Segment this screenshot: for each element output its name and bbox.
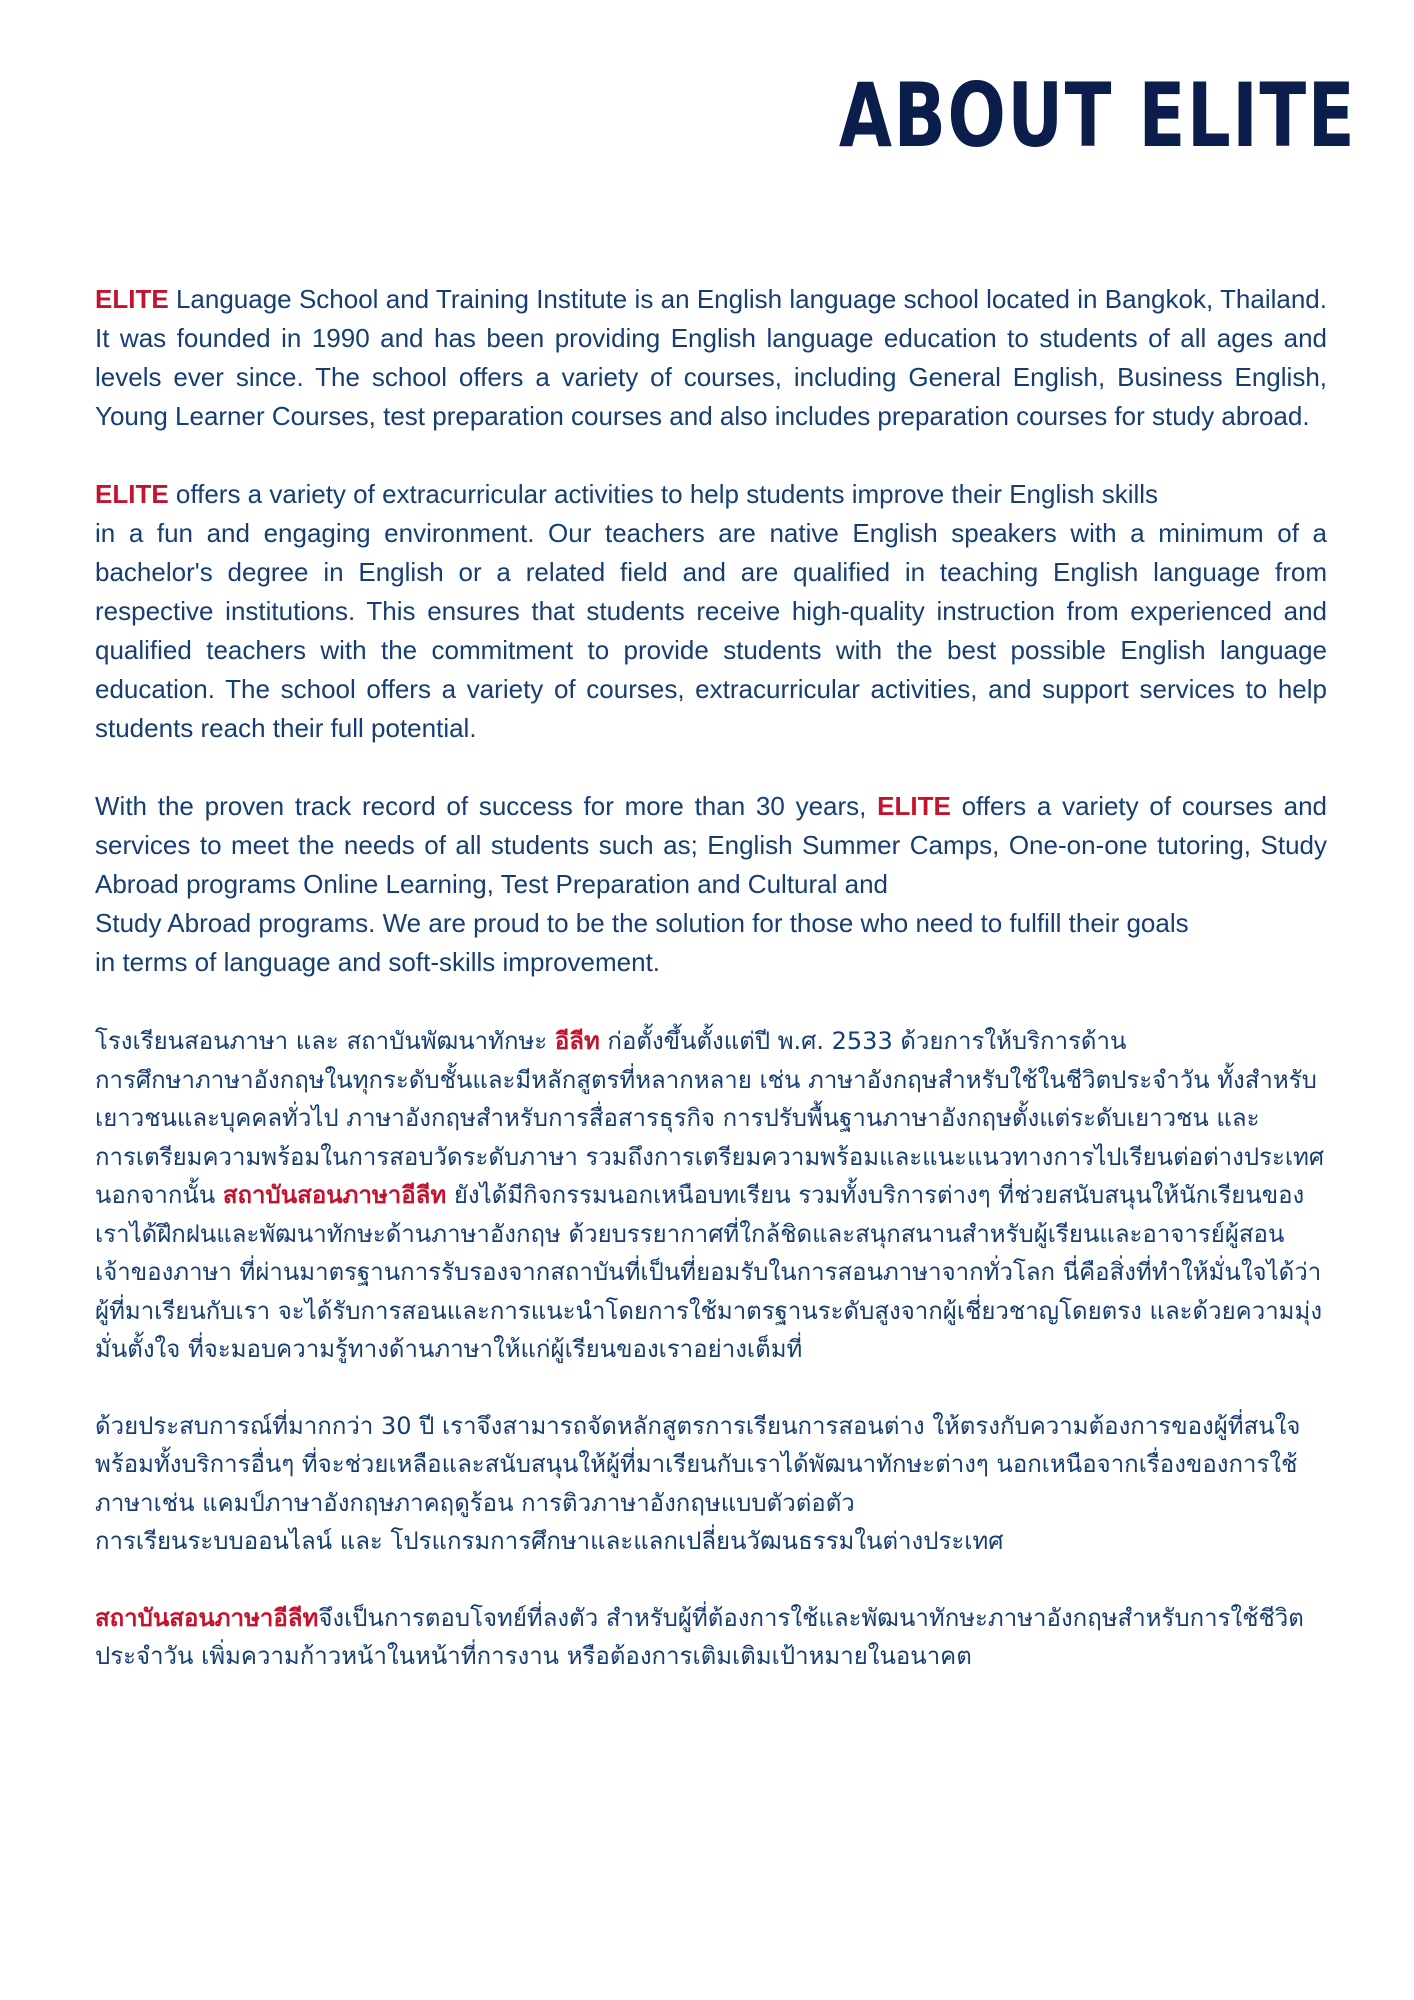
- paragraph-line: การเรียนระบบออนไลน์ และ โปรแกรมการศึกษาและแลกเปลี่ยนวัฒนธรรมในต่างประเทศ: [95, 1527, 1004, 1555]
- paragraph-line: Study Abroad programs. We are proud to be the solution for those who need to fulfill their goals: [95, 908, 1189, 938]
- paragraph-text: Language School and Training Institute is an English language school located in Bangkok, Thailand. It was founded in 1990 and has been providing English language education to students of all ages and levels ever since. The school offers a variety of courses, including General English, Business English, Young Learner Courses, test preparation courses and also includes preparation courses for study abroad.: [95, 284, 1327, 431]
- paragraph-activities: [95, 475, 1327, 748]
- paragraph-text: โรงเรียนสอนภาษา และ สถาบันพัฒนาทักษะ: [95, 1027, 555, 1055]
- paragraph-text: in a fun and engaging environment. Our teachers are native English speakers with a minimum of a bachelor's degree in English or a related field and are qualified in teaching English language from respective institutions. This ensures that students receive high-quality instruction from experienced and qualified teachers with the commitment to provide students with the best possible English language education. The school offers a variety of courses, extracurricular activities, and support services to help students reach their full potential.: [95, 518, 1327, 743]
- paragraph-text: ยังได้มีกิจกรรมนอกเหนือบทเรียน รวมทั้งบริการต่างๆ ที่ช่วยสนับสนุนให้นักเรียนของเราได้ฝึกฝนและพัฒนาทักษะด้านภาษาอังกฤษ ด้วยบรรยากาศที่ใกล้ชิดและสนุกสนานสำหรับผู้เรียนและอาจารย์ผู้สอนเจ้าของภาษา ที่ผ่านมาตรฐานการรับรองจากสถาบันที่เป็นที่ยอมรับในการสอนภาษาจากทั่วโลก นี่คือสิ่งที่ทำให้มั่นใจได้ว่า ผู้ที่มาเรียนกับเรา จะได้รับการสอนและการแนะนำโดยการใช้มาตรฐานระดับสูงจากผู้เชี่ยวชาญโดยตรง และด้วยความมุ่งมั่นตั้งใจ ที่จะมอบความรู้ทางด้านภาษาให้แก่ผู้เรียนของเราอย่างเต็มที่: [95, 1181, 1323, 1363]
- paragraph-text: offers a variety of courses and services to meet the needs of all students such as; English Summer Camps, One-on-one tutoring, Study Abroad programs Online Learning, Test Preparation and Cultural and: [95, 791, 1328, 899]
- paragraph-thai-closing: [95, 1599, 1327, 1676]
- page-title: ABOUT ELITE: [838, 64, 1356, 167]
- brand-name-thai: สถาบันสอนภาษาอีลีท: [95, 1603, 319, 1632]
- paragraph-line: in terms of language and soft-skills improvement.: [95, 947, 661, 977]
- brand-name-thai: สถาบันสอนภาษาอีลีท: [222, 1181, 447, 1209]
- brand-name: ELITE: [877, 791, 951, 821]
- brand-name: ELITE: [95, 284, 169, 314]
- paragraph-track-record: [95, 787, 1327, 982]
- paragraph-text: จึงเป็นการตอบโจทย์ที่ลงตัว สำหรับผู้ที่ต้องการใช้และพัฒนาทักษะภาษาอังกฤษสำหรับการใช้ชีวิตประจำวัน เพิ่มความก้าวหน้าในหน้าที่การงาน หรือต้องการเติมเติมเป้าหมายในอนาคต: [95, 1603, 1304, 1670]
- paragraph-text: With the proven track record of success for more than 30 years,: [95, 791, 878, 821]
- paragraph-text: ด้วยประสบการณ์ที่มากกว่า 30 ปี เราจึงสามารถจัดหลักสูตรการเรียนการสอนต่าง ให้ตรงกับความต้องการของผู้ที่สนใจ พร้อมทั้งบริการอื่นๆ ที่จะช่วยเหลือและสนับสนุนให้ผู้ที่มาเรียนกับเราได้พัฒนาทักษะต่างๆ นอกเหนือจากเรื่องของการใช้ภาษาเช่น แคมป์ภาษาอังกฤษภาคฤดูร้อน การติวภาษาอังกฤษแบบตัวต่อตัว: [95, 1411, 1301, 1517]
- paragraph-text: ก่อตั้งขึ้นตั้งแต่ปี พ.ศ. 2533 ด้วยการให้บริการด้าน: [599, 1027, 1127, 1055]
- paragraph-first-line: [95, 1022, 1327, 1061]
- paragraph-thai-experience: [95, 1407, 1327, 1561]
- paragraph-text: offers a variety of extracurricular activities to help students improve their English skills: [168, 479, 1159, 509]
- paragraph-intro: [95, 280, 1327, 436]
- paragraph-first-line: [95, 475, 1327, 514]
- brand-name-thai: อีลีท: [554, 1027, 600, 1055]
- paragraph-thai-intro: [95, 1022, 1327, 1369]
- about-content: [95, 280, 1327, 1676]
- brand-name: ELITE: [95, 479, 169, 509]
- paragraph-text: การศึกษาภาษาอังกฤษในทุกระดับชั้นและมีหลักสูตรที่หลากหลาย เช่น ภาษาอังกฤษสำหรับใช้ในชีวิตประจำวัน ทั้งสำหรับเยาวชนและบุคคลทั่วไป ภาษาอังกฤษสำหรับการสื่อสารธุรกิจ การปรับพื้นฐานภาษาอังกฤษตั้งแต่ระดับเยาวชน และ การเตรียมความพร้อมในการสอบวัดระดับภาษา รวมถึงการเตรียมความพร้อมและแนะแนวทางการไปเรียนต่อต่างประเทศ นอกจากนั้น: [95, 1065, 1325, 1209]
- paragraph-lead: [95, 787, 1327, 904]
